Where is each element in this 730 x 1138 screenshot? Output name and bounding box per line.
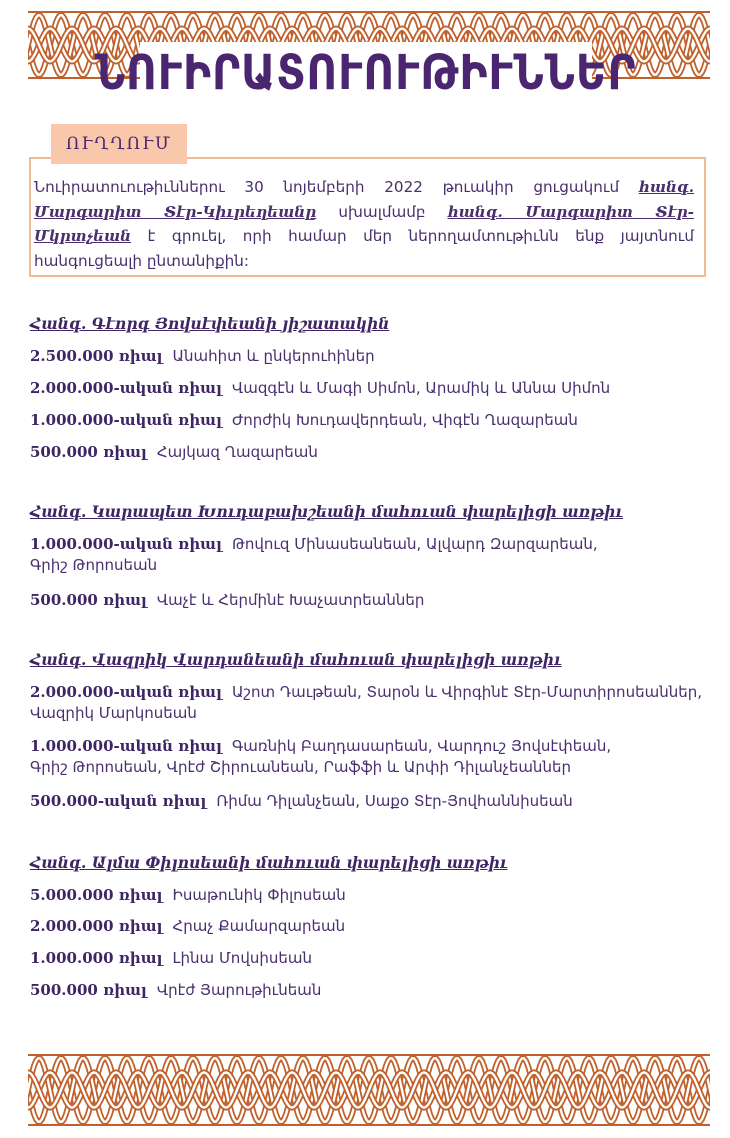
- donation-row: [30, 980, 710, 1001]
- donor-names: Վազգէն և Մագի Սիմոն, Արամիկ և Աննա Սիմոն: [231, 379, 611, 397]
- donation-row: [30, 682, 710, 724]
- donor-names-continued: Վազրիկ Մարկոսեան: [30, 704, 197, 722]
- correction-text-before: Նուիրատուութիւններու 30 նոյեմբերի 2022 թուակիր ցուցակում: [34, 178, 639, 196]
- donation-amount: 1.000.000 ռիալ: [30, 949, 163, 967]
- donation-section: [30, 650, 710, 810]
- correction-wrong-name: հանգ. Մարգարիտ Տէր-Կիւրեղեանը: [34, 178, 694, 221]
- donation-amount: 2.000.000-ական ռիալ: [30, 683, 222, 701]
- donation-amount: 1.000.000-ական ռիալ: [30, 411, 222, 429]
- donation-row: [30, 916, 710, 937]
- donor-names: Ժորժիկ Խուդավերդեան, Վիգէն Ղազարեան: [231, 411, 578, 429]
- donor-names-continued: Գրիշ Թորոսեան, Վրէժ Շիրուանեան, Րաֆֆի և Արփի Դիլանչեաններ: [30, 758, 571, 776]
- correction-text-middle: սխալմամբ: [316, 202, 448, 221]
- donation-row: [30, 410, 710, 431]
- donation-section: [30, 853, 710, 999]
- correction-right-name: հանգ. Մարգարիտ Տէր-Մկրտչեան: [34, 202, 694, 245]
- donor-names: Անահիտ և ընկերուհիներ: [172, 347, 375, 365]
- donation-row: [30, 442, 710, 463]
- section-heading: Հանգ. Ալմա Փիլոսեանի մահուան փարելիցի առթիւ: [30, 853, 508, 872]
- donation-row: [30, 885, 710, 906]
- donation-row: [30, 948, 710, 969]
- donation-amount: 500.000-ական ռիալ: [30, 792, 207, 810]
- donor-names: Աշոտ Դաւթեան, Տարօն և Վիրգինէ Տէր-Մարտիրոսեաններ,: [231, 683, 702, 701]
- correction-tab-label: ՈՒՂՂՈՒՄ: [65, 134, 173, 154]
- braid-ornament-icon: [28, 1052, 710, 1128]
- correction-text: [34, 175, 694, 273]
- donation-amount: 2.000.000 ռիալ: [30, 917, 163, 935]
- donation-section: [30, 502, 710, 609]
- page-title: ՆՈՒԻՐԱՏՈՒՈՒԹԻՒՆՆԵՐ: [95, 45, 637, 101]
- donation-row: [30, 534, 710, 576]
- donation-row: [30, 346, 710, 367]
- donation-amount: 5.000.000 ռիալ: [30, 886, 163, 904]
- section-heading: Հանգ. Վազրիկ Վարդանեանի մահուան փարելիցի առթիւ: [30, 650, 562, 669]
- donor-names: Իսաթունիկ Փիլոսեան: [172, 886, 346, 904]
- donor-names: Լինա Մովսիսեան: [172, 949, 312, 967]
- donation-amount: 1.000.000-ական ռիալ: [30, 737, 222, 755]
- donor-names: Հայկազ Ղազարեան: [156, 443, 318, 461]
- page-title-wrap: [95, 42, 637, 104]
- donor-names: Թովուզ Մինասեանեան, Ալվարդ Զարզարեան,: [231, 535, 598, 553]
- donation-amount: 1.000.000-ական ռիալ: [30, 535, 222, 553]
- section-heading: Հանգ. Գէորգ Յովսէփեանի յիշատակին: [30, 314, 390, 333]
- donation-section: [30, 314, 710, 461]
- bottom-ornament-band: [28, 1052, 710, 1128]
- donor-names-continued: Գրիշ Թորոսեան: [30, 556, 158, 574]
- donation-row: [30, 791, 710, 812]
- donation-amount: 500.000 ռիալ: [30, 443, 147, 461]
- correction-tab: [51, 124, 187, 164]
- donor-names: Գառնիկ Բաղդասարեան, Վարդուշ Յովսէփեան,: [231, 737, 612, 755]
- donor-names: Հրաչ Քամարզարեան: [172, 917, 346, 935]
- section-heading: Հանգ. Կարապետ Խուդաբախշեանի մահուան փարելիցի առթիւ: [30, 502, 624, 521]
- donation-row: [30, 736, 710, 778]
- donation-amount: 2.500.000 ռիալ: [30, 347, 163, 365]
- donor-names: Ռիմա Դիլանչեան, Սաքօ Տէր-Յովհաննիսեան: [216, 792, 573, 810]
- donation-row: [30, 378, 710, 399]
- donor-names: Վաչէ և Հերմինէ Խաչատրեաններ: [156, 591, 425, 609]
- donation-amount: 500.000 ռիալ: [30, 591, 147, 609]
- donation-amount: 2.000.000-ական ռիալ: [30, 379, 222, 397]
- donation-amount: 500.000 ռիալ: [30, 981, 147, 999]
- correction-text-after: է գրուել, որի համար մեր ներողամտութիւնն ենք յայտնում հանգուցեալի ընտանիքին:: [34, 227, 694, 270]
- donor-names: Վրէժ Յարութիւնեան: [156, 981, 322, 999]
- donation-row: [30, 590, 710, 611]
